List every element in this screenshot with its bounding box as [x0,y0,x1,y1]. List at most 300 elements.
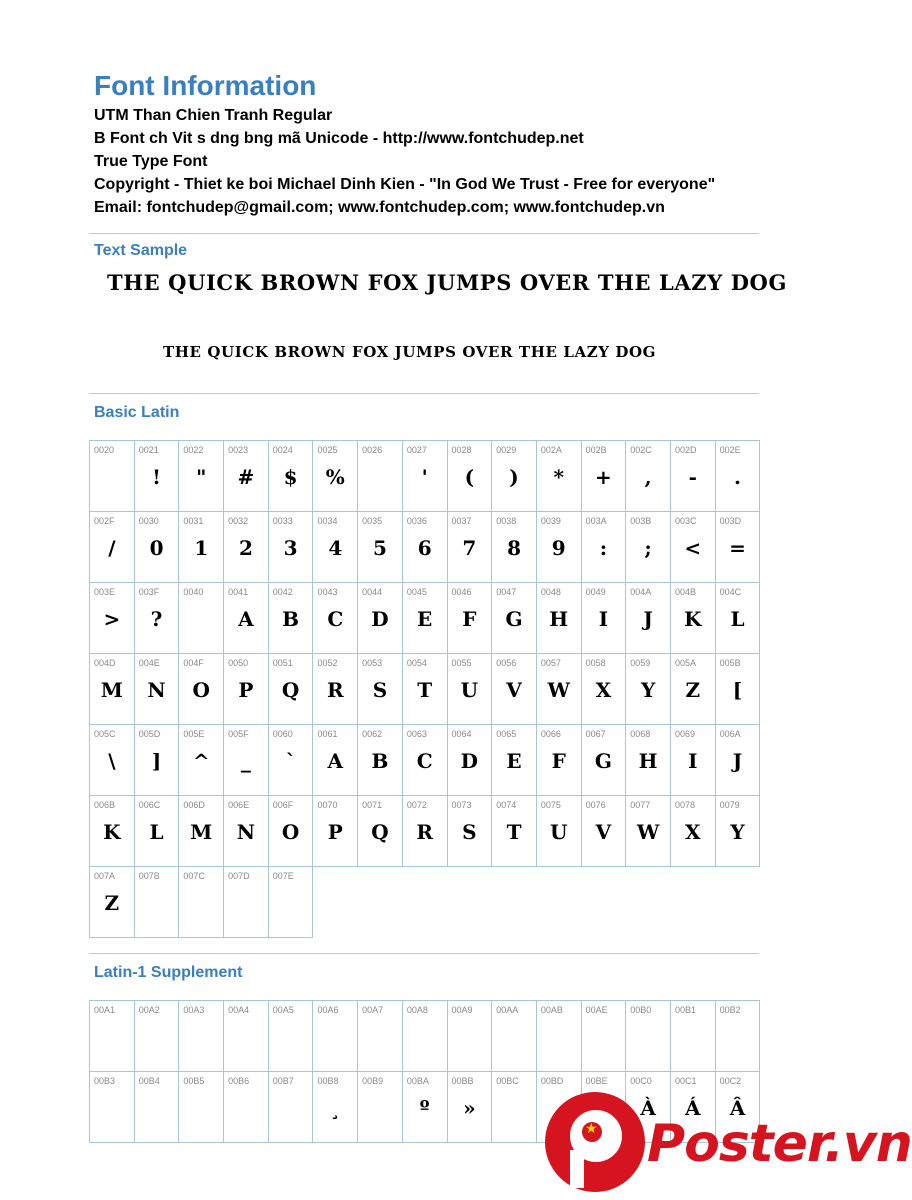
glyph-code: 006E [228,800,250,810]
glyph-char: V [595,820,612,844]
glyph-cell [716,725,761,796]
glyph-char: D [460,749,479,773]
glyph-code: 0028 [451,445,472,455]
glyph-cell [448,654,493,725]
glyph-code: 0060 [272,729,293,739]
glyph-code: 0033 [272,516,293,526]
glyph-char: A [327,749,344,773]
glyph-code: 002E [719,445,741,455]
glyph-char: , [644,465,652,489]
glyph-cell [90,867,135,938]
basic-latin-grid [89,440,760,938]
glyph-code: 0056 [496,658,517,668]
glyph-cell [269,1072,314,1143]
glyph-code: 007C [183,871,205,881]
glyph-cell [269,725,314,796]
glyph-cell [626,441,671,512]
glyph-cell [492,583,537,654]
glyph-char: < [684,536,702,560]
glyph-char: = [729,536,746,560]
glyph-cell [90,796,135,867]
watermark-logo [545,1092,912,1200]
glyph-cell [716,1001,761,1072]
glyph-code: 00A6 [317,1005,339,1015]
glyph-code: 002F [94,516,115,526]
glyph-code: 0020 [94,445,115,455]
glyph-code: 00B1 [674,1005,696,1015]
glyph-cell [671,441,716,512]
glyph-char: J [732,749,743,773]
glyph-cell [671,725,716,796]
glyph-char: ; [644,536,652,560]
glyph-char: 8 [507,536,521,560]
glyph-char: L [149,820,164,844]
font-email: Email: fontchudep@gmail.com; www.fontchudep.com; www.fontchudep.vn [94,199,665,216]
glyph-code: 00A7 [362,1005,384,1015]
glyph-code: 00B8 [317,1076,339,1086]
glyph-code: 005F [228,729,249,739]
glyph-cell [537,512,582,583]
glyph-code: 003A [585,516,607,526]
glyph-code: 0030 [138,516,159,526]
glyph-code: 00AA [496,1005,519,1015]
glyph-char: % [325,465,345,489]
glyph-code: 00B7 [272,1076,294,1086]
glyph-code: 003C [674,516,697,526]
glyph-char: F [462,607,477,631]
glyph-cell [224,512,269,583]
glyph-char: Z [104,891,120,915]
glyph-cell [224,867,269,938]
glyph-code: 00BE [585,1076,608,1086]
glyph-char: \ [108,749,116,773]
glyph-char: * [553,465,564,489]
glyph-cell [135,867,180,938]
glyph-code: 0052 [317,658,338,668]
glyph-cell [179,654,224,725]
glyph-cell [492,441,537,512]
glyph-code: 004F [183,658,204,668]
glyph-cell [269,583,314,654]
glyph-code: 0061 [317,729,338,739]
glyph-code: 00BC [496,1076,519,1086]
glyph-cell [716,583,761,654]
glyph-code: 0040 [183,587,204,597]
glyph-code: 002B [585,445,607,455]
glyph-code: 00B3 [94,1076,116,1086]
glyph-code: 0059 [630,658,651,668]
glyph-code: 0036 [406,516,427,526]
glyph-char: ] [151,749,162,773]
glyph-cell [90,583,135,654]
glyph-cell [135,654,180,725]
glyph-code: 0044 [362,587,383,597]
glyph-cell [671,1001,716,1072]
glyph-cell [671,796,716,867]
glyph-code: 00AE [585,1005,608,1015]
glyph-char: T [506,820,522,844]
glyph-cell [224,1001,269,1072]
glyph-cell [716,796,761,867]
glyph-cell [135,725,180,796]
glyph-code: 00BA [406,1076,429,1086]
divider [89,233,759,234]
glyph-code: 0073 [451,800,472,810]
glyph-code: 0054 [406,658,427,668]
glyph-code: 00C0 [630,1076,652,1086]
glyph-cell [537,1001,582,1072]
glyph-cell [135,441,180,512]
glyph-cell [582,512,627,583]
glyph-code: 0039 [540,516,561,526]
glyph-code: 0071 [362,800,383,810]
glyph-cell [716,512,761,583]
glyph-cell [179,1072,224,1143]
glyph-code: 007B [138,871,160,881]
text-sample-large: THE QUICK BROWN FOX JUMPS OVER THE LAZY DOG [107,270,787,295]
glyph-cell [179,583,224,654]
glyph-cell [358,441,403,512]
glyph-cell [179,867,224,938]
glyph-char: K [103,820,121,844]
glyph-char: S [462,820,477,844]
glyph-cell [537,441,582,512]
glyph-cell [403,725,448,796]
glyph-cell [313,583,358,654]
glyph-cell [492,725,537,796]
glyph-code: 0049 [585,587,606,597]
glyph-code: 0078 [674,800,695,810]
font-copyright: Copyright - Thiet ke boi Michael Dinh Kien - "In God We Trust - Free for everyone" [94,176,716,193]
glyph-code: 002C [630,445,652,455]
glyph-char: $ [283,465,298,489]
glyph-cell [90,725,135,796]
glyph-cell [403,583,448,654]
glyph-cell [313,1001,358,1072]
glyph-char: 6 [417,536,432,560]
glyph-code: 0079 [719,800,740,810]
logo-text: Poster.vn [647,1114,912,1174]
glyph-cell [626,796,671,867]
glyph-cell [448,583,493,654]
glyph-code: 0042 [272,587,293,597]
glyph-cell [358,796,403,867]
glyph-char: # [237,465,255,489]
glyph-code: 0068 [630,729,651,739]
glyph-code: 0031 [183,516,204,526]
glyph-char: B [371,749,389,773]
glyph-cell [179,441,224,512]
glyph-char: Â [729,1096,746,1120]
glyph-code: 0038 [496,516,517,526]
glyph-code: 00B6 [228,1076,250,1086]
glyph-cell [358,725,403,796]
glyph-cell [135,512,180,583]
glyph-char: / [108,536,116,560]
glyph-char: E [506,749,522,773]
glyph-cell [90,512,135,583]
glyph-code: 003F [138,587,160,597]
glyph-char: 4 [328,536,343,560]
glyph-cell [358,512,403,583]
glyph-code: 005D [138,729,161,739]
glyph-code: 00BB [451,1076,474,1086]
glyph-cell [626,583,671,654]
glyph-cell [135,1072,180,1143]
glyph-char: I [598,607,609,631]
glyph-char: U [460,678,479,702]
glyph-code: 003D [719,516,742,526]
glyph-char: Á [685,1096,701,1120]
glyph-code: 0022 [183,445,204,455]
divider [89,393,759,394]
glyph-cell [135,583,180,654]
glyph-cell [403,1072,448,1143]
glyph-cell [582,796,627,867]
glyph-cell [403,654,448,725]
glyph-code: 004D [94,658,116,668]
glyph-cell [582,1001,627,1072]
glyph-char: U [549,820,568,844]
glyph-char: M [190,820,213,844]
glyph-char: + [595,465,612,489]
font-name: UTM Than Chien Tranh Regular [94,107,333,124]
glyph-char: D [371,607,389,631]
glyph-cell [313,654,358,725]
glyph-code: 006B [94,800,116,810]
glyph-char: » [463,1096,476,1120]
glyph-code: 0048 [540,587,561,597]
glyph-code: 00B2 [719,1005,741,1015]
glyph-char: À [640,1096,656,1120]
glyph-cell [358,1072,403,1143]
glyph-cell [626,654,671,725]
glyph-code: 002D [674,445,697,455]
glyph-code: 007E [272,871,294,881]
glyph-cell [582,441,627,512]
glyph-char: V [506,678,522,702]
glyph-code: 004B [674,587,696,597]
glyph-code: 0025 [317,445,338,455]
glyph-char: ( [464,465,475,489]
glyph-char: 0 [149,536,164,560]
glyph-char: - [688,465,697,489]
glyph-code: 004A [630,587,652,597]
glyph-char: W [636,820,660,844]
glyph-code: 0035 [362,516,383,526]
glyph-char: O [281,820,300,844]
glyph-char: 5 [373,536,387,560]
glyph-char: > [103,607,121,631]
glyph-cell [269,654,314,725]
glyph-code: 00B5 [183,1076,205,1086]
glyph-code: 005C [94,729,116,739]
glyph-char: 7 [462,536,477,560]
glyph-char: Q [281,678,300,702]
glyph-code: 00A1 [94,1005,116,1015]
latin1-heading: Latin-1 Supplement [94,964,243,981]
glyph-char: B [282,607,300,631]
glyph-code: 006F [272,800,294,810]
glyph-cell [448,441,493,512]
glyph-cell [135,796,180,867]
glyph-char: ' [421,465,428,489]
glyph-char: G [505,607,523,631]
glyph-char: S [372,678,388,702]
glyph-cell [90,654,135,725]
glyph-cell [179,796,224,867]
glyph-code: 005A [674,658,696,668]
glyph-code: 00B4 [138,1076,160,1086]
glyph-cell [269,512,314,583]
star-icon: ★ [585,1120,598,1136]
glyph-code: 0041 [228,587,249,597]
glyph-char: R [326,678,344,702]
glyph-code: 005E [183,729,205,739]
glyph-char: P [238,678,254,702]
glyph-code: 0043 [317,587,338,597]
glyph-cell [448,796,493,867]
glyph-cell [358,654,403,725]
glyph-code: 0058 [585,658,606,668]
glyph-cell [224,441,269,512]
glyph-cell [224,725,269,796]
glyph-char: º [419,1096,430,1120]
glyph-code: 00A3 [183,1005,205,1015]
glyph-cell [269,441,314,512]
glyph-cell [448,725,493,796]
glyph-code: 0023 [228,445,249,455]
glyph-cell [224,1072,269,1143]
glyph-cell [492,1072,537,1143]
glyph-cell [671,583,716,654]
glyph-cell [313,725,358,796]
glyph-char: M [100,678,123,702]
font-info [94,104,715,219]
glyph-code: 00A5 [272,1005,294,1015]
glyph-code: 0053 [362,658,383,668]
glyph-code: 00A8 [406,1005,428,1015]
glyph-char: ` [285,749,296,773]
glyph-cell [537,725,582,796]
glyph-char: Q [371,820,389,844]
glyph-cell [90,441,135,512]
glyph-code: 0057 [540,658,561,668]
glyph-code: 006C [138,800,161,810]
glyph-code: 0050 [228,658,249,668]
glyph-char: H [549,607,569,631]
glyph-char: ? [150,607,163,631]
glyph-code: 0064 [451,729,472,739]
glyph-char: I [688,749,698,773]
glyph-code: 0045 [406,587,427,597]
glyph-cell [403,796,448,867]
font-description: B Font ch Vit s dng bng mã Unicode - http://www.fontchudep.net [94,130,584,147]
glyph-cell [179,1001,224,1072]
glyph-cell [313,441,358,512]
glyph-char: 2 [238,536,253,560]
glyph-cell [492,1001,537,1072]
glyph-char: ) [509,465,519,489]
glyph-cell [313,1072,358,1143]
glyph-code: 0046 [451,587,472,597]
glyph-cell [135,1001,180,1072]
glyph-char: W [547,678,570,702]
glyph-cell [448,1001,493,1072]
glyph-char: ^ [192,749,210,773]
glyph-cell [671,654,716,725]
glyph-cell [582,583,627,654]
glyph-cell [269,796,314,867]
glyph-code: 006D [183,800,205,810]
glyph-code: 00A4 [228,1005,250,1015]
glyph-code: 0021 [138,445,159,455]
glyph-char: Y [640,678,656,702]
glyph-cell [224,796,269,867]
glyph-char: : [599,536,608,560]
glyph-char: A [238,607,254,631]
glyph-cell [716,441,761,512]
glyph-cell [626,725,671,796]
glyph-char: P [327,820,343,844]
glyph-cell [313,796,358,867]
glyph-code: 004E [138,658,160,668]
glyph-char: C [327,607,344,631]
glyph-char: ! [152,465,161,489]
glyph-cell [537,654,582,725]
glyph-cell [492,796,537,867]
glyph-cell [671,512,716,583]
glyph-code: 0069 [674,729,695,739]
glyph-code: 006A [719,729,741,739]
glyph-cell [582,725,627,796]
glyph-code: 0051 [272,658,293,668]
glyph-code: 00C1 [674,1076,697,1086]
glyph-cell [403,512,448,583]
glyph-code: 0066 [540,729,561,739]
glyph-code: 002A [540,445,562,455]
glyph-cell [582,654,627,725]
glyph-cell [492,512,537,583]
glyph-cell [358,1001,403,1072]
glyph-cell [313,512,358,583]
glyph-code: 00AB [540,1005,563,1015]
glyph-cell [626,1001,671,1072]
glyph-char: H [638,749,658,773]
glyph-code: 0070 [317,800,338,810]
glyph-char: G [594,749,612,773]
glyph-char: . [733,465,741,489]
glyph-code: 0074 [496,800,517,810]
glyph-cell [179,512,224,583]
glyph-char: 1 [194,536,209,560]
glyph-code: 00A2 [138,1005,160,1015]
glyph-cell [492,654,537,725]
glyph-char: C [416,749,433,773]
glyph-code: 0072 [406,800,427,810]
glyph-code: 0076 [585,800,606,810]
glyph-char: J [643,607,653,631]
glyph-cell [224,654,269,725]
glyph-cell [403,441,448,512]
glyph-char: N [236,820,256,844]
glyph-cell [358,583,403,654]
glyph-char: L [730,607,745,631]
glyph-code: 0065 [496,729,517,739]
glyph-cell [90,1072,135,1143]
glyph-code: 00B0 [630,1005,652,1015]
glyph-cell [716,654,761,725]
